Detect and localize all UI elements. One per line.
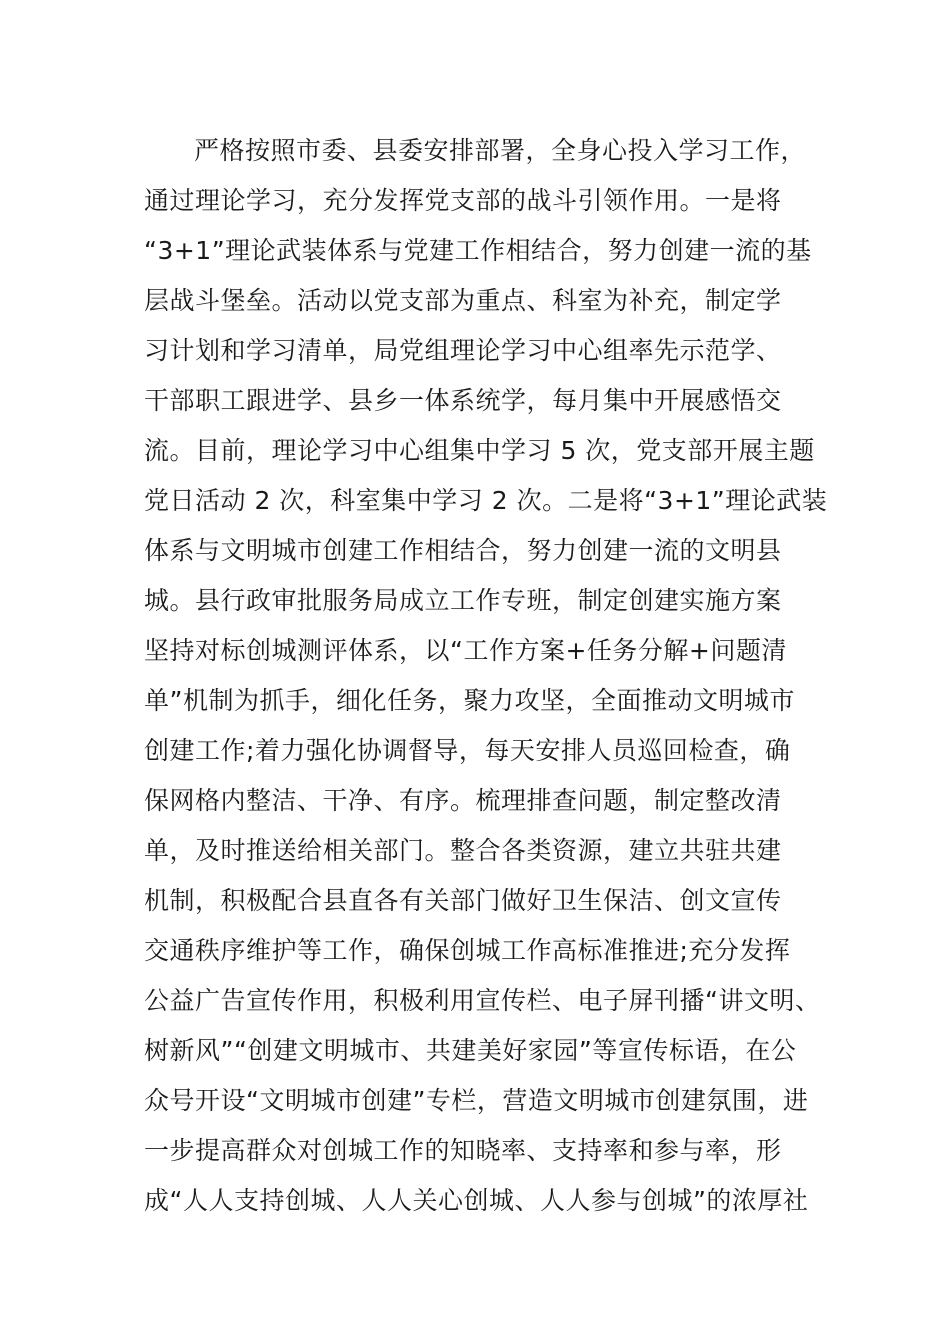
paragraph-line: 机制，积极配合县直各有关部门做好卫生保洁、创文宣传 xyxy=(144,886,782,915)
paragraph-line: 单”机制为抓手，细化任务，聚力攻坚，全面推动文明城市 xyxy=(144,686,795,715)
paragraph-line: 保网格内整洁、干净、有序。梳理排查问题，制定整改清 xyxy=(144,786,782,815)
paragraph-line: 习计划和学习清单，局党组理论学习中心组率先示范学、 xyxy=(144,336,782,365)
paragraph-line: 交通秩序维护等工作，确保创城工作高标准推进;充分发挥 xyxy=(144,936,791,965)
paragraph-line: “3+1”理论武装体系与党建工作相结合，努力创建一流的基 xyxy=(144,236,812,265)
paragraph-line: 党日活动 2 次，科室集中学习 2 次。二是将“3+1”理论武装 xyxy=(144,486,828,515)
paragraph-line: 干部职工跟进学、县乡一体系统学，每月集中开展感悟交 xyxy=(144,386,782,415)
paragraph-line: 树新风”“创建文明城市、共建美好家园”等宣传标语，在公 xyxy=(144,1036,797,1065)
paragraph-line: 严格按照市委、县委安排部署，全身心投入学习工作， xyxy=(194,136,807,165)
paragraph-line: 单，及时推送给相关部门。整合各类资源，建立共驻共建 xyxy=(144,836,782,865)
paragraph-line: 成“人人支持创城、人人关心创城、人人参与创城”的浓厚社 xyxy=(144,1186,809,1215)
body-paragraph xyxy=(144,126,844,1226)
paragraph-line: 创建工作;着力强化协调督导，每天安排人员巡回检查，确 xyxy=(144,736,791,765)
paragraph-line: 城。县行政审批服务局成立工作专班，制定创建实施方案 xyxy=(144,586,782,615)
paragraph-line: 坚持对标创城测评体系，以“工作方案+任务分解+问题清 xyxy=(144,636,787,665)
paragraph-line: 通过理论学习，充分发挥党支部的战斗引领作用。一是将 xyxy=(144,186,782,215)
paragraph-line: 公益广告宣传作用，积极利用宣传栏、电子屏刊播“讲文明、 xyxy=(144,986,821,1015)
paragraph-line: 一步提高群众对创城工作的知晓率、支持率和参与率，形 xyxy=(144,1136,782,1165)
paragraph-line: 流。目前，理论学习中心组集中学习 5 次，党支部开展主题 xyxy=(144,436,815,465)
paragraph-line: 层战斗堡垒。活动以党支部为重点、科室为补充，制定学 xyxy=(144,286,782,315)
paragraph-line: 众号开设“文明城市创建”专栏，营造文明城市创建氛围，进 xyxy=(144,1086,809,1115)
paragraph-line: 体系与文明城市创建工作相结合，努力创建一流的文明县 xyxy=(144,536,782,565)
